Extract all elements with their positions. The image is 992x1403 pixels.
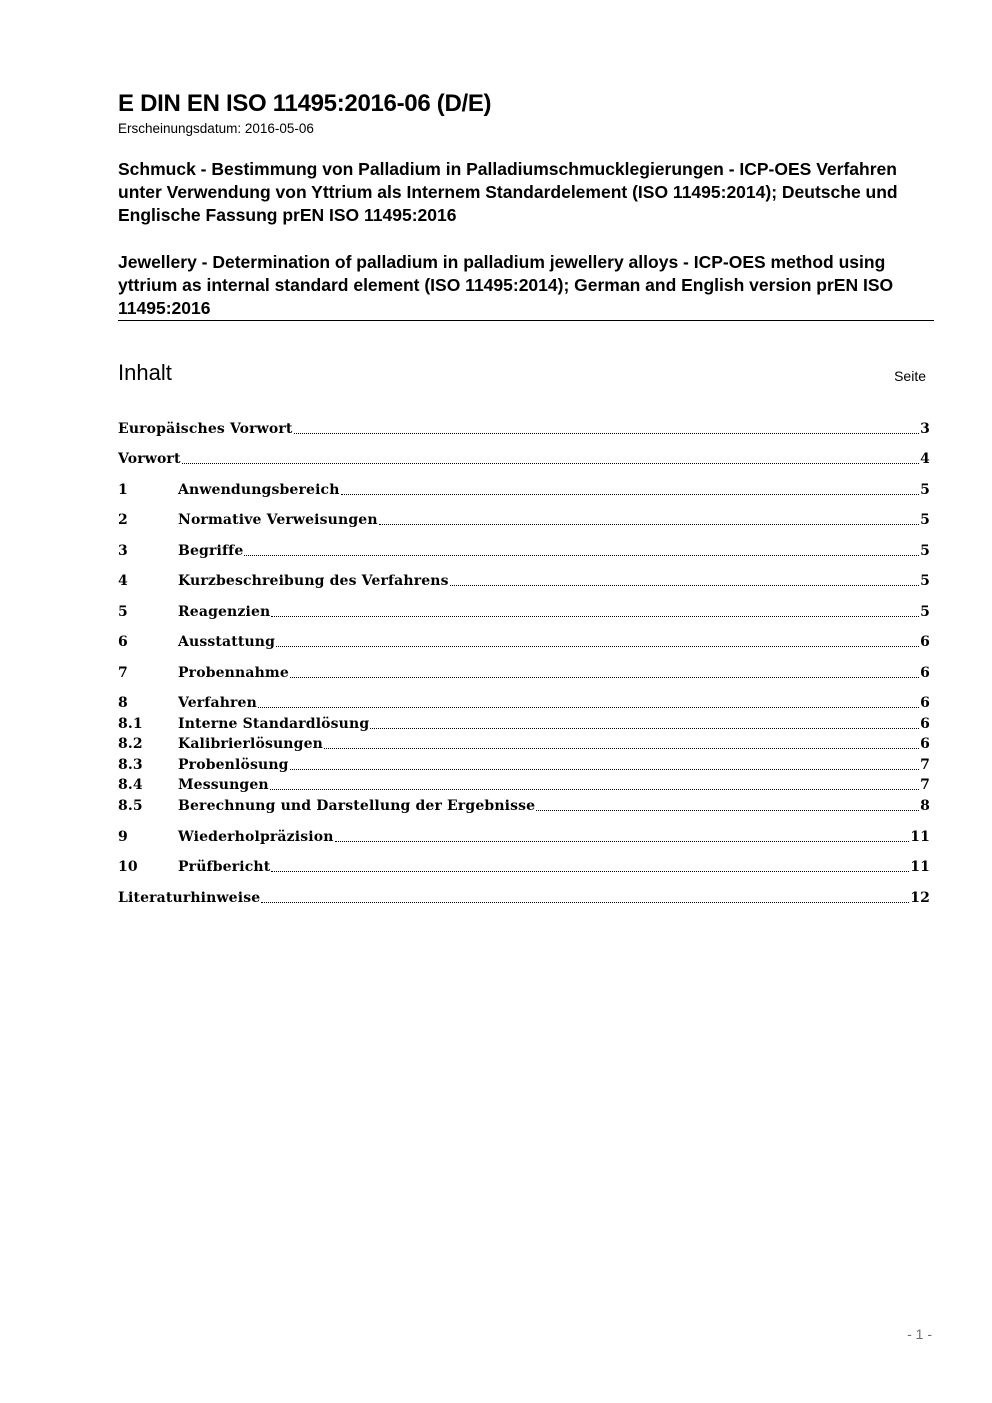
toc-dot-leader (379, 524, 919, 525)
toc-entry-page: 3 (920, 421, 930, 437)
toc-entry-european-foreword[interactable] (118, 417, 930, 438)
toc-entry-page: 11 (910, 829, 930, 845)
toc-entry-page: 5 (920, 573, 930, 589)
toc-entry-3[interactable] (118, 539, 930, 560)
toc-entry-5[interactable] (118, 600, 930, 621)
toc-entry-bibliography[interactable] (118, 886, 930, 907)
toc-dot-leader (261, 902, 909, 903)
toc-entry-label: Normative Verweisungen (178, 512, 378, 528)
toc-entry-7[interactable] (118, 661, 930, 682)
toc-entry-number: 5 (118, 604, 128, 620)
toc-dot-leader (258, 707, 919, 708)
toc-entry-8[interactable] (118, 691, 930, 712)
document-title: E DIN EN ISO 11495:2016-06 (D/E) (118, 90, 492, 117)
toc-dot-leader (324, 748, 919, 749)
toc-dot-leader (450, 585, 919, 586)
toc-entry-page: 6 (920, 634, 930, 650)
toc-entry-page: 7 (920, 757, 930, 773)
toc-entry-label: Messungen (178, 777, 269, 793)
toc-entry-8-4[interactable] (118, 773, 930, 794)
toc-entry-9[interactable] (118, 825, 930, 846)
toc-entry-page: 5 (920, 543, 930, 559)
toc-dot-leader (536, 810, 919, 811)
toc-entry-label: Interne Standardlösung (178, 716, 370, 732)
toc-entry-label: Vorwort (118, 451, 181, 467)
toc-entry-number: 1 (118, 482, 128, 498)
toc-entry-4[interactable] (118, 569, 930, 590)
toc-entry-label: Reagenzien (178, 604, 271, 620)
page-number: - 1 - (907, 1326, 932, 1342)
toc-entry-1[interactable] (118, 478, 930, 499)
toc-entry-label: Kurzbeschreibung des Verfahrens (178, 573, 449, 589)
toc-entry-page: 6 (920, 695, 930, 711)
toc-entry-number: 8 (118, 695, 128, 711)
toc-entry-page: 5 (920, 512, 930, 528)
toc-entry-page: 5 (920, 482, 930, 498)
toc-entry-2[interactable] (118, 508, 930, 529)
toc-entry-label: Probennahme (178, 665, 289, 681)
toc-entry-8-2[interactable] (118, 732, 930, 753)
toc-entry-label: Kalibrierlösungen (178, 736, 323, 752)
toc-entry-number: 2 (118, 512, 128, 528)
toc-entry-label: Verfahren (178, 695, 257, 711)
toc-entry-label: Europäisches Vorwort (118, 421, 293, 437)
toc-entry-6[interactable] (118, 630, 930, 651)
toc-entry-number: 8.1 (118, 716, 143, 732)
toc-dot-leader (294, 433, 920, 434)
toc-entry-page: 6 (920, 665, 930, 681)
toc-entry-8-3[interactable] (118, 753, 930, 774)
toc-entry-foreword[interactable] (118, 447, 930, 468)
publication-date: Erscheinungsdatum: 2016-05-06 (118, 121, 314, 136)
toc-entry-label: Begriffe (178, 543, 244, 559)
toc-dot-leader (290, 677, 919, 678)
toc-entry-number: 8.5 (118, 798, 143, 814)
toc-entry-number: 10 (118, 859, 138, 875)
toc-entry-label: Wiederholpräzision (178, 829, 334, 845)
toc-entry-label: Ausstattung (178, 634, 276, 650)
toc-entry-page: 8 (920, 798, 930, 814)
toc-entry-page: 4 (920, 451, 930, 467)
toc-entry-number: 4 (118, 573, 128, 589)
header-divider (118, 320, 934, 321)
toc-dot-leader (271, 616, 919, 617)
toc-dot-leader (182, 463, 920, 464)
toc-entry-page: 6 (920, 716, 930, 732)
toc-entry-10[interactable] (118, 855, 930, 876)
toc-entry-number: 7 (118, 665, 128, 681)
toc-entry-label: Literaturhinweise (118, 890, 261, 906)
toc-dot-leader (290, 769, 919, 770)
toc-entry-page: 7 (920, 777, 930, 793)
toc-dot-leader (271, 871, 909, 872)
toc-heading: Inhalt (118, 360, 172, 385)
toc-entry-label: Berechnung und Darstellung der Ergebnisse (178, 798, 536, 814)
toc-entry-number: 8.4 (118, 777, 143, 793)
toc-entry-number: 3 (118, 543, 128, 559)
toc-dot-leader (341, 494, 920, 495)
document-title-german: Schmuck - Bestimmung von Palladium in Palladiumschmucklegierungen - ICP-OES Verfahren unter Verwendung von Yttrium als Internem Standardelement (ISO 11495:2014); Deutsche und Englische Fassung prEN ISO 11495:2016 (118, 159, 898, 225)
toc-page-column-label: Seite (894, 368, 926, 384)
toc-entry-number: 6 (118, 634, 128, 650)
toc-entry-page: 6 (920, 736, 930, 752)
toc-entry-page: 11 (910, 859, 930, 875)
toc-dot-leader (276, 646, 919, 647)
toc-entry-page: 5 (920, 604, 930, 620)
toc-dot-leader (335, 841, 910, 842)
toc-entry-label: Probenlösung (178, 757, 289, 773)
toc-dot-leader (270, 789, 919, 790)
document-title-english: Jewellery - Determination of palladium in palladium jewellery alloys - ICP-OES method using yttrium as internal standard element (ISO 11495:2014); German and English version prEN ISO 11495:2016 (118, 252, 894, 318)
toc-dot-leader (370, 728, 919, 729)
toc-entry-number: 8.2 (118, 736, 143, 752)
toc-entry-number: 8.3 (118, 757, 143, 773)
toc-entry-8-5[interactable] (118, 794, 930, 815)
toc-entry-page: 12 (910, 890, 930, 906)
toc-entry-number: 9 (118, 829, 128, 845)
toc-entry-label: Anwendungsbereich (178, 482, 340, 498)
toc-entry-label: Prüfbericht (178, 859, 271, 875)
toc-entry-8-1[interactable] (118, 712, 930, 733)
toc-dot-leader (244, 555, 919, 556)
